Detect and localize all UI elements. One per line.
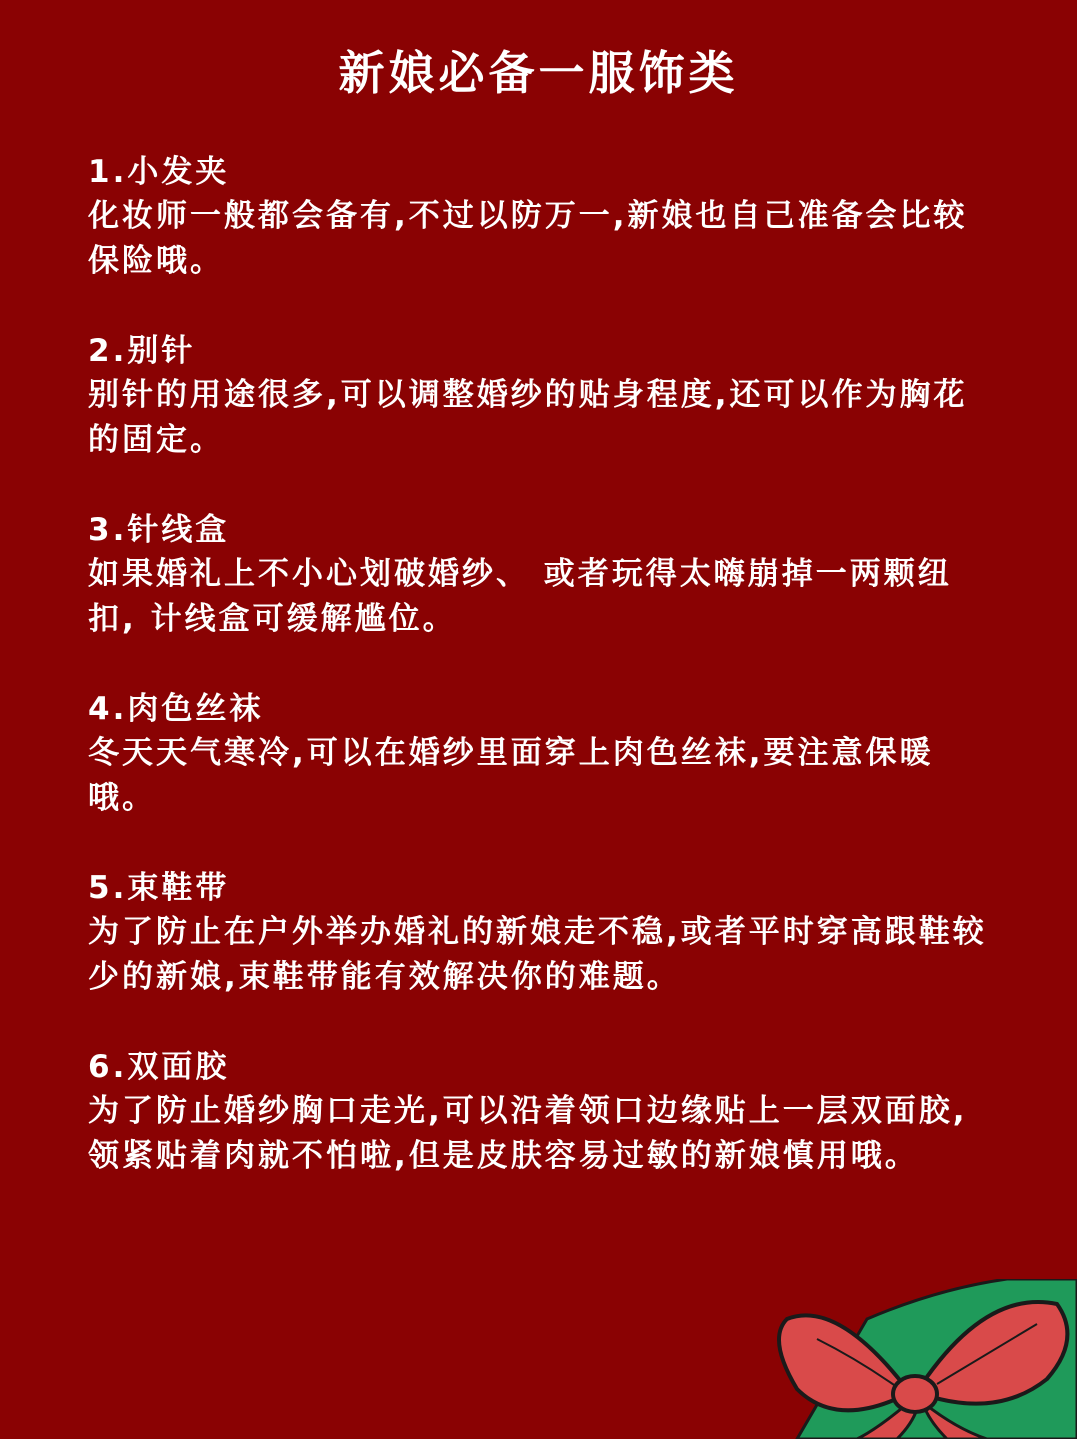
item-description: 如果婚礼上不小心划破婚纱、 或者玩得太嗨崩掉一两颗纽扣, 计线盒可缓解尴位。 [88, 556, 952, 637]
list-item [88, 329, 998, 463]
item-heading: 4.肉色丝袜 [88, 691, 264, 727]
item-description: 为了防止婚纱胸口走光,可以沿着领口边缘贴上一层双面胶, 领紧贴着肉就不怕啦,但是皮肤容易过敏的新娘慎用哦。 [88, 1093, 968, 1174]
gift-bow-icon [757, 1279, 1077, 1439]
item-list [88, 150, 998, 1224]
item-description: 别针的用途很多,可以调整婚纱的贴身程度,还可以作为胸花的固定。 [88, 377, 968, 458]
list-item [88, 1045, 998, 1179]
list-item [88, 508, 998, 642]
item-heading: 6.双面胶 [88, 1049, 230, 1085]
list-item [88, 687, 998, 821]
page-title: 新娘必备一服饰类 [338, 46, 739, 100]
item-description: 冬天天气寒冷,可以在婚纱里面穿上肉色丝袜,要注意保暖哦。 [88, 735, 934, 816]
item-heading: 1.小发夹 [88, 154, 230, 190]
list-item [88, 150, 998, 284]
list-item [88, 866, 998, 1000]
item-heading: 2.别针 [88, 333, 196, 369]
item-description: 为了防止在户外举办婚礼的新娘走不稳,或者平时穿高跟鞋较少的新娘,束鞋带能有效解决你的难题。 [88, 914, 987, 995]
item-description: 化妆师一般都会备有,不过以防万一,新娘也自己准备会比较保险哦。 [88, 198, 968, 279]
item-heading: 5.束鞋带 [88, 870, 230, 906]
item-heading: 3.针线盒 [88, 512, 230, 548]
